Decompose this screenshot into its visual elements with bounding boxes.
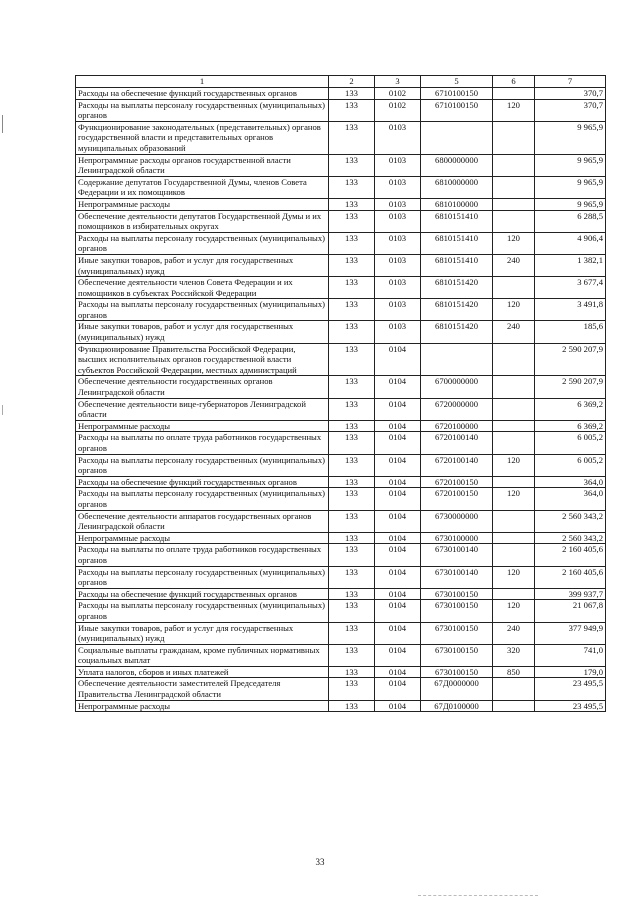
cell-rz: 0104: [375, 376, 421, 398]
cell-name: Обеспечение деятельности членов Совета Федерации и их помощников в субъектах Российской Федерации: [76, 277, 329, 299]
scan-edge-mark: [2, 405, 3, 415]
cell-vr: [493, 343, 535, 376]
cell-rz: 0103: [375, 176, 421, 198]
cell-name: Обеспечение деятельности аппаратов государственных органов Ленинградской области: [76, 510, 329, 532]
cell-rz: 0104: [375, 678, 421, 700]
cell-gr: 133: [329, 454, 375, 476]
scan-bottom-mark: [418, 895, 538, 897]
cell-cs: 6810151410: [421, 254, 493, 276]
cell-name: Расходы на выплаты персоналу государственных (муниципальных) органов: [76, 566, 329, 588]
cell-cs: 6730100150: [421, 600, 493, 622]
cell-name: Функционирование Правительства Российской Федерации, высших исполнительных органов государственной власти субъектов Российской Федерации, местных администраций: [76, 343, 329, 376]
table-row: [76, 232, 606, 254]
table-row: [76, 432, 606, 454]
cell-vr: 120: [493, 99, 535, 121]
cell-rz: 0104: [375, 343, 421, 376]
header-row: [76, 76, 606, 88]
cell-cs: 6730100150: [421, 588, 493, 600]
cell-name: Расходы на выплаты по оплате труда работников государственных органов: [76, 432, 329, 454]
cell-rz: 0103: [375, 254, 421, 276]
cell-cs: 6810000000: [421, 176, 493, 198]
table-row: [76, 588, 606, 600]
table-row: [76, 420, 606, 432]
cell-sum: 370,7: [535, 99, 606, 121]
cell-rz: 0104: [375, 600, 421, 622]
cell-vr: [493, 678, 535, 700]
cell-rz: 0104: [375, 566, 421, 588]
cell-gr: 133: [329, 254, 375, 276]
cell-gr: 133: [329, 488, 375, 510]
cell-gr: 133: [329, 566, 375, 588]
cell-gr: 133: [329, 432, 375, 454]
cell-vr: 120: [493, 600, 535, 622]
cell-rz: 0104: [375, 420, 421, 432]
cell-vr: [493, 510, 535, 532]
cell-gr: 133: [329, 198, 375, 210]
cell-gr: 133: [329, 666, 375, 678]
cell-vr: 240: [493, 622, 535, 644]
cell-rz: 0103: [375, 321, 421, 343]
cell-rz: 0102: [375, 88, 421, 100]
cell-sum: 6 369,2: [535, 398, 606, 420]
cell-vr: [493, 121, 535, 154]
cell-gr: 133: [329, 277, 375, 299]
cell-gr: 133: [329, 232, 375, 254]
cell-sum: 2 590 207,9: [535, 376, 606, 398]
table-row: [76, 544, 606, 566]
table-row: [76, 678, 606, 700]
cell-cs: 6720000000: [421, 398, 493, 420]
cell-cs: 6810100000: [421, 198, 493, 210]
cell-cs: 6710100150: [421, 99, 493, 121]
cell-gr: 133: [329, 321, 375, 343]
cell-gr: 133: [329, 121, 375, 154]
cell-gr: 133: [329, 600, 375, 622]
cell-cs: 6730100150: [421, 666, 493, 678]
table-row: [76, 700, 606, 712]
table-row: [76, 343, 606, 376]
cell-sum: 23 495,5: [535, 700, 606, 712]
cell-rz: 0104: [375, 700, 421, 712]
cell-vr: [493, 432, 535, 454]
table-row: [76, 622, 606, 644]
table-row: [76, 254, 606, 276]
cell-cs: 6720100140: [421, 454, 493, 476]
cell-name: Расходы на выплаты персоналу государственных (муниципальных) органов: [76, 600, 329, 622]
cell-rz: 0103: [375, 232, 421, 254]
cell-rz: 0103: [375, 121, 421, 154]
cell-sum: 1 382,1: [535, 254, 606, 276]
cell-name: Непрограммные расходы: [76, 532, 329, 544]
cell-sum: 399 937,7: [535, 588, 606, 600]
cell-sum: 6 005,2: [535, 454, 606, 476]
cell-sum: 2 160 405,6: [535, 566, 606, 588]
table-row: [76, 488, 606, 510]
cell-rz: 0104: [375, 532, 421, 544]
cell-vr: [493, 420, 535, 432]
cell-gr: 133: [329, 99, 375, 121]
cell-rz: 0104: [375, 488, 421, 510]
cell-sum: 9 965,9: [535, 176, 606, 198]
cell-vr: [493, 532, 535, 544]
header-col-sum: 7: [535, 76, 606, 88]
cell-vr: [493, 376, 535, 398]
cell-name: Расходы на выплаты по оплате труда работников государственных органов: [76, 544, 329, 566]
cell-vr: [493, 476, 535, 488]
cell-sum: 377 949,9: [535, 622, 606, 644]
cell-vr: 120: [493, 299, 535, 321]
cell-gr: 133: [329, 532, 375, 544]
cell-rz: 0104: [375, 588, 421, 600]
cell-name: Непрограммные расходы: [76, 420, 329, 432]
table-row: [76, 398, 606, 420]
cell-vr: 120: [493, 566, 535, 588]
cell-name: Обеспечение деятельности вице-губернаторов Ленинградской области: [76, 398, 329, 420]
header-col-vr: 6: [493, 76, 535, 88]
cell-vr: [493, 544, 535, 566]
cell-sum: 364,0: [535, 488, 606, 510]
cell-sum: 2 560 343,2: [535, 510, 606, 532]
table-row: [76, 600, 606, 622]
table-row: [76, 532, 606, 544]
cell-cs: 67Д0000000: [421, 678, 493, 700]
cell-vr: 120: [493, 232, 535, 254]
table-row: [76, 644, 606, 666]
cell-cs: 6720100000: [421, 420, 493, 432]
cell-cs: 6810151410: [421, 210, 493, 232]
cell-vr: [493, 176, 535, 198]
cell-rz: 0104: [375, 666, 421, 678]
cell-name: Непрограммные расходы: [76, 198, 329, 210]
cell-cs: 6730100150: [421, 644, 493, 666]
cell-sum: 23 495,5: [535, 678, 606, 700]
cell-vr: [493, 588, 535, 600]
cell-name: Расходы на выплаты персоналу государственных (муниципальных) органов: [76, 232, 329, 254]
table-header: [76, 76, 606, 88]
cell-gr: 133: [329, 622, 375, 644]
table-row: [76, 376, 606, 398]
table-row: [76, 299, 606, 321]
cell-sum: 370,7: [535, 88, 606, 100]
cell-vr: [493, 198, 535, 210]
budget-table: [75, 75, 606, 712]
cell-sum: 6 369,2: [535, 420, 606, 432]
cell-sum: 6 288,5: [535, 210, 606, 232]
cell-name: Социальные выплаты гражданам, кроме публичных нормативных социальных выплат: [76, 644, 329, 666]
cell-name: Обеспечение деятельности государственных органов Ленинградской области: [76, 376, 329, 398]
header-col-rz: 3: [375, 76, 421, 88]
table-row: [76, 454, 606, 476]
page-number: 33: [315, 857, 325, 867]
table-row: [76, 88, 606, 100]
cell-sum: 364,0: [535, 476, 606, 488]
cell-cs: 6810151420: [421, 277, 493, 299]
cell-name: Функционирование законодательных (представительных) органов государственной власти и представительных органов муниципальных образований: [76, 121, 329, 154]
cell-vr: [493, 398, 535, 420]
cell-name: Расходы на выплаты персоналу государственных (муниципальных) органов: [76, 99, 329, 121]
cell-sum: 9 965,9: [535, 198, 606, 210]
cell-gr: 133: [329, 588, 375, 600]
cell-gr: 133: [329, 544, 375, 566]
cell-sum: 4 906,4: [535, 232, 606, 254]
cell-sum: 2 160 405,6: [535, 544, 606, 566]
cell-vr: 120: [493, 488, 535, 510]
cell-name: Расходы на выплаты персоналу государственных (муниципальных) органов: [76, 299, 329, 321]
cell-vr: 240: [493, 321, 535, 343]
cell-cs: 6800000000: [421, 154, 493, 176]
cell-rz: 0102: [375, 99, 421, 121]
table-row: [76, 510, 606, 532]
cell-cs: 6810151420: [421, 299, 493, 321]
scan-edge-mark: [2, 115, 3, 133]
cell-vr: [493, 88, 535, 100]
cell-rz: 0104: [375, 398, 421, 420]
cell-vr: 240: [493, 254, 535, 276]
cell-name: Уплата налогов, сборов и иных платежей: [76, 666, 329, 678]
cell-rz: 0104: [375, 432, 421, 454]
cell-name: Непрограммные расходы органов государственной власти Ленинградской области: [76, 154, 329, 176]
cell-gr: 133: [329, 476, 375, 488]
cell-sum: 3 677,4: [535, 277, 606, 299]
cell-gr: 133: [329, 678, 375, 700]
cell-rz: 0104: [375, 622, 421, 644]
header-col-gr: 2: [329, 76, 375, 88]
cell-name: Расходы на обеспечение функций государственных органов: [76, 588, 329, 600]
cell-gr: 133: [329, 700, 375, 712]
cell-cs: 6710100150: [421, 88, 493, 100]
cell-gr: 133: [329, 510, 375, 532]
cell-cs: 6730100140: [421, 544, 493, 566]
table-row: [76, 210, 606, 232]
cell-cs: 6720100140: [421, 432, 493, 454]
cell-sum: 9 965,9: [535, 154, 606, 176]
cell-rz: 0103: [375, 277, 421, 299]
cell-cs: [421, 343, 493, 376]
cell-name: Расходы на выплаты персоналу государственных (муниципальных) органов: [76, 488, 329, 510]
cell-cs: 6720100150: [421, 488, 493, 510]
cell-gr: 133: [329, 88, 375, 100]
table-body: [76, 88, 606, 712]
cell-cs: [421, 121, 493, 154]
cell-name: Расходы на выплаты персоналу государственных (муниципальных) органов: [76, 454, 329, 476]
cell-vr: [493, 154, 535, 176]
cell-sum: 21 067,8: [535, 600, 606, 622]
cell-sum: 179,0: [535, 666, 606, 678]
cell-rz: 0103: [375, 299, 421, 321]
cell-sum: 185,6: [535, 321, 606, 343]
header-col-name: 1: [76, 76, 329, 88]
cell-sum: 741,0: [535, 644, 606, 666]
cell-rz: 0103: [375, 154, 421, 176]
cell-gr: 133: [329, 376, 375, 398]
cell-cs: 6730100000: [421, 532, 493, 544]
cell-name: Расходы на обеспечение функций государственных органов: [76, 88, 329, 100]
cell-gr: 133: [329, 176, 375, 198]
cell-rz: 0103: [375, 198, 421, 210]
table-row: [76, 321, 606, 343]
header-col-cs: 5: [421, 76, 493, 88]
cell-cs: 6810151410: [421, 232, 493, 254]
cell-gr: 133: [329, 644, 375, 666]
cell-gr: 133: [329, 154, 375, 176]
table-row: [76, 121, 606, 154]
cell-cs: 6700000000: [421, 376, 493, 398]
cell-vr: 120: [493, 454, 535, 476]
cell-sum: 6 005,2: [535, 432, 606, 454]
cell-cs: 6720100150: [421, 476, 493, 488]
table-row: [76, 198, 606, 210]
cell-rz: 0104: [375, 644, 421, 666]
cell-name: Обеспечение деятельности депутатов Государственной Думы и их помощников в избирательных округах: [76, 210, 329, 232]
cell-rz: 0104: [375, 510, 421, 532]
cell-cs: 6730100150: [421, 622, 493, 644]
cell-vr: [493, 277, 535, 299]
cell-name: Иные закупки товаров, работ и услуг для государственных (муниципальных) нужд: [76, 321, 329, 343]
cell-cs: 6730000000: [421, 510, 493, 532]
cell-rz: 0103: [375, 210, 421, 232]
cell-name: Обеспечение деятельности заместителей Председателя Правительства Ленинградской области: [76, 678, 329, 700]
table-row: [76, 99, 606, 121]
cell-gr: 133: [329, 420, 375, 432]
cell-rz: 0104: [375, 454, 421, 476]
cell-sum: 9 965,9: [535, 121, 606, 154]
cell-gr: 133: [329, 398, 375, 420]
table-row: [76, 566, 606, 588]
cell-rz: 0104: [375, 544, 421, 566]
cell-vr: [493, 700, 535, 712]
cell-gr: 133: [329, 299, 375, 321]
cell-name: Иные закупки товаров, работ и услуг для государственных (муниципальных) нужд: [76, 254, 329, 276]
table-row: [76, 176, 606, 198]
cell-name: Иные закупки товаров, работ и услуг для государственных (муниципальных) нужд: [76, 622, 329, 644]
cell-cs: 67Д0100000: [421, 700, 493, 712]
cell-name: Расходы на обеспечение функций государственных органов: [76, 476, 329, 488]
cell-vr: 320: [493, 644, 535, 666]
table-row: [76, 154, 606, 176]
cell-sum: 2 590 207,9: [535, 343, 606, 376]
table-row: [76, 277, 606, 299]
cell-gr: 133: [329, 210, 375, 232]
cell-vr: [493, 210, 535, 232]
cell-cs: 6810151420: [421, 321, 493, 343]
cell-sum: 3 491,8: [535, 299, 606, 321]
cell-cs: 6730100140: [421, 566, 493, 588]
cell-rz: 0104: [375, 476, 421, 488]
cell-gr: 133: [329, 343, 375, 376]
cell-name: Непрограммные расходы: [76, 700, 329, 712]
cell-name: Содержание депутатов Государственной Думы, членов Совета Федерации и их помощников: [76, 176, 329, 198]
cell-vr: 850: [493, 666, 535, 678]
table-row: [76, 476, 606, 488]
cell-sum: 2 560 343,2: [535, 532, 606, 544]
table-row: [76, 666, 606, 678]
